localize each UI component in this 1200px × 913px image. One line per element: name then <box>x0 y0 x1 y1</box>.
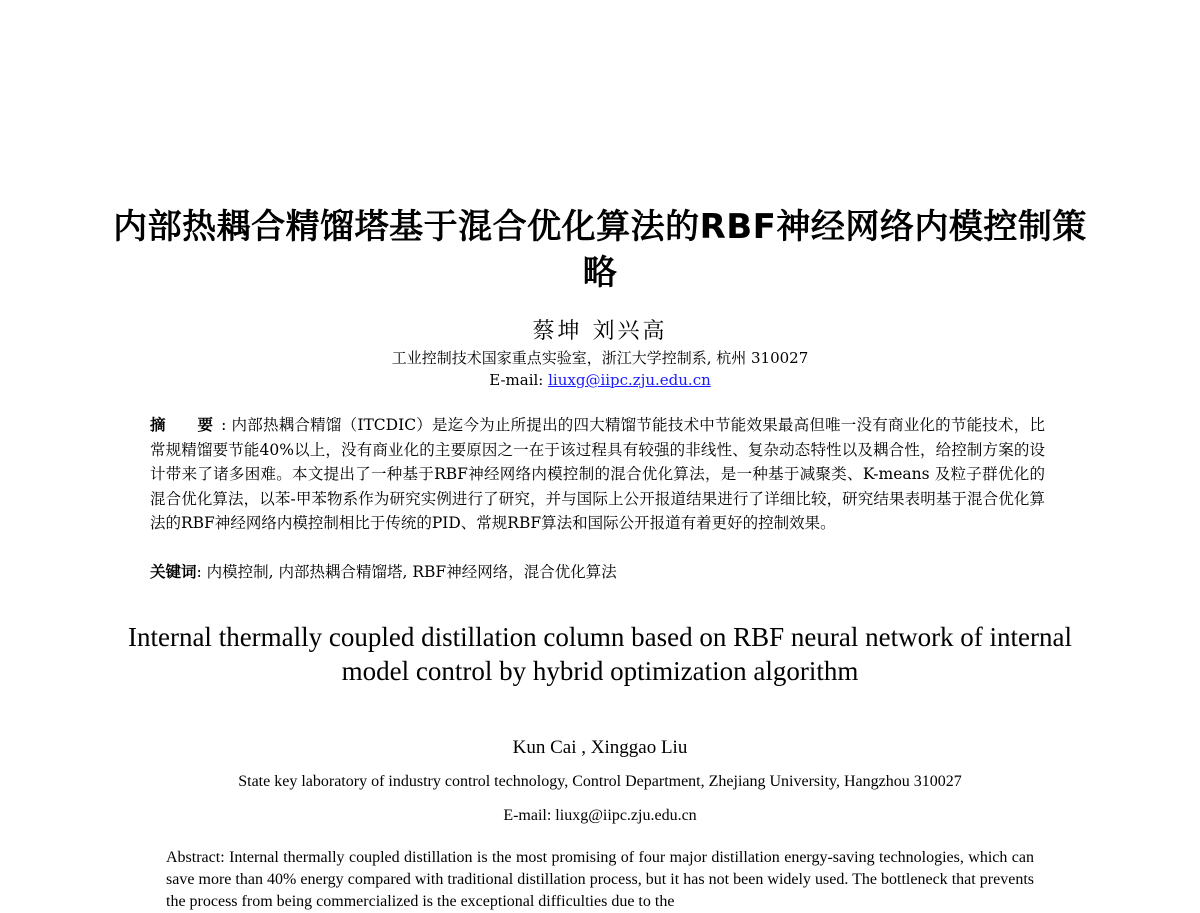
chinese-affiliation: 工业控制技术国家重点实验室，浙江大学控制系, 杭州 310027 <box>391 349 809 367</box>
abstract-label: 摘 要 <box>150 416 222 434</box>
email-link[interactable]: liuxg@iipc.zju.edu.cn <box>548 371 711 389</box>
chinese-keywords <box>150 560 1045 584</box>
chinese-authors: 蔡坤 刘兴高 <box>532 319 668 344</box>
email-label: E-mail: <box>489 371 549 389</box>
keywords-text: : 内模控制, 内部热耦合精馏塔, RBF神经网络，混合优化算法 <box>196 563 617 581</box>
english-authors: Kun Cai , Xinggao Liu <box>512 737 688 758</box>
english-title: Internal thermally coupled distillation column based on RBF neural network of internal model control by hybrid optimization algorithm <box>127 622 1073 686</box>
english-email: E-mail: liuxg@iipc.zju.edu.cn <box>503 807 697 824</box>
english-abstract: Abstract: Internal thermally coupled distillation is the most promising of four major distillation energy-saving technologies, which can save more than 40% energy compared with traditional distillation process, but it has not been widely used. The bottleneck that prevents the process from being commercialized is the exceptional difficulties due to the <box>166 849 1034 910</box>
keywords-label: 关键词 <box>150 563 197 581</box>
chinese-title: 内部热耦合精馏塔基于混合优化算法的RBF神经网络内模控制策略 <box>113 207 1087 293</box>
abstract-text: : 内部热耦合精馏（ITCDIC）是迄今为止所提出的四大精馏节能技术中节能效果最高但唯一没有商业化的节能技术，比常规精馏要节能40%以上，没有商业化的主要原因之一在于该过程具有较强的非线性、复杂动态特性以及耦合性，给控制方案的设计带来了诸多困难。本文提出了一种基于RBF神经网络内模控制的混合优化算法，是一种基于减聚类、K-means 及粒子群优化的混合优化算法，以苯-甲苯物系作为研究实例进行了研究，并与国际上公开报道结果进行了详细比较，研究结果表明基于混合优化算法的RBF神经网络内模控制相比于传统的PID、常规RBF算法和国际公开报道有着更好的控制效果。 <box>150 416 1045 532</box>
chinese-email-line <box>0 370 1200 390</box>
english-affiliation: State key laboratory of industry control technology, Control Department, Zhejiang University, Hangzhou 310027 <box>238 773 962 790</box>
chinese-abstract <box>150 413 1045 536</box>
